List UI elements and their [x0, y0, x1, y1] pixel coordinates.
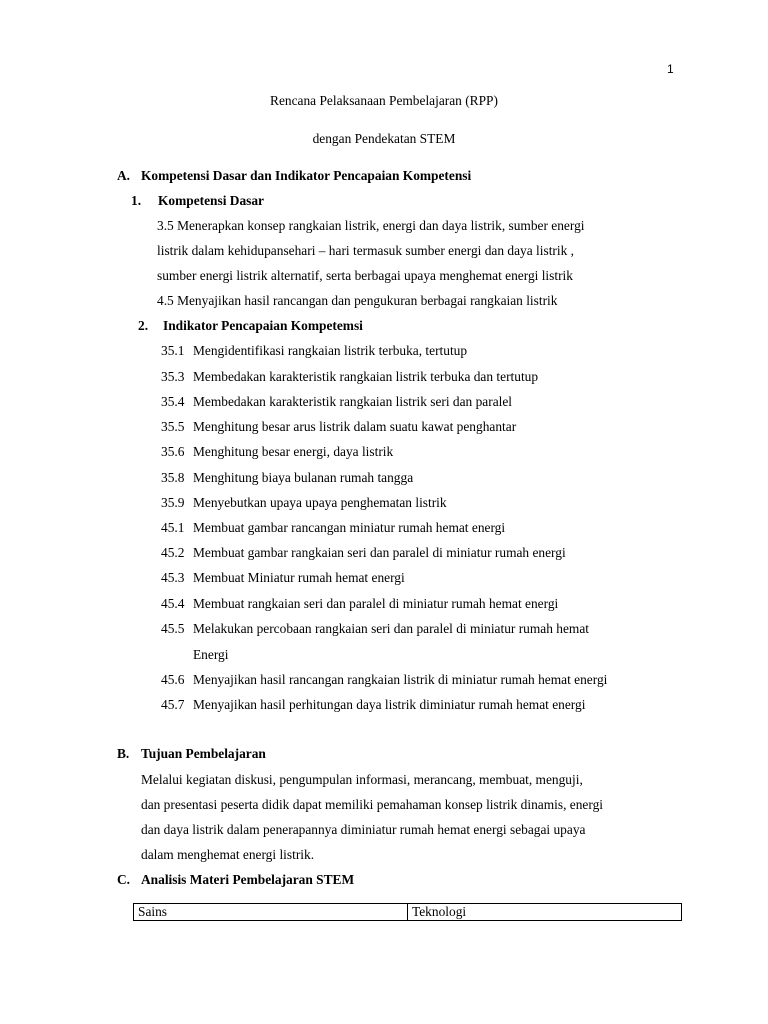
indicator-number: 35.9 — [161, 495, 185, 510]
kd-line: 4.5 Menyajikan hasil rancangan dan pengukuran berbagai rangkaian listrik — [157, 293, 558, 308]
indicator-text: Membuat gambar rangkaian seri dan paralel di miniatur rumah energi — [193, 545, 566, 560]
indicator-number: 45.7 — [161, 697, 185, 712]
section-b-label: B. — [117, 746, 130, 761]
indicator-text: Menghitung besar arus listrik dalam suatu kawat penghantar — [193, 419, 517, 434]
indicator-text-continuation: Energi — [193, 647, 229, 662]
indicator-number: 45.2 — [161, 545, 185, 560]
indicator-text: Mengidentifikasi rangkaian listrik terbuka, tertutup — [193, 343, 468, 358]
tujuan-line: dan daya listrik dalam penerapannya diminiatur rumah hemat energi sebagai upaya — [141, 822, 586, 837]
sub1-label: 1. — [131, 193, 142, 208]
kd-line: sumber energi listrik alternatif, serta berbagai upaya menghemat energi listrik — [157, 268, 573, 283]
indicator-text: Membedakan karakteristik rangkaian listrik seri dan paralel — [193, 394, 513, 409]
indicator-text: Membuat Miniatur rumah hemat energi — [193, 570, 405, 585]
indicator-text: Menyebutkan upaya upaya penghematan listrik — [193, 495, 447, 510]
indicator-number: 35.4 — [161, 394, 185, 409]
tujuan-line: Melalui kegiatan diskusi, pengumpulan informasi, merancang, membuat, menguji, — [141, 772, 583, 787]
indicator-text: Menghitung besar energi, daya listrik — [193, 444, 394, 459]
document-title: Rencana Pelaksanaan Pembelajaran (RPP) — [270, 93, 498, 108]
document-subtitle: dengan Pendekatan STEM — [312, 131, 456, 146]
indicator-number: 35.5 — [161, 419, 185, 434]
indicator-number: 35.1 — [161, 343, 185, 358]
table-header-cell: Sains — [134, 904, 408, 921]
section-c-label: C. — [117, 872, 131, 887]
section-c-title: Analisis Materi Pembelajaran STEM — [141, 872, 355, 887]
indicator-number: 45.5 — [161, 621, 185, 636]
indicator-number: 45.4 — [161, 596, 185, 611]
sub2-title: Indikator Pencapaian Kompetemsi — [163, 318, 363, 333]
tujuan-line: dalam menghemat energi listrik. — [141, 847, 315, 862]
tujuan-line: dan presentasi peserta didik dapat memiliki pemahaman konsep listrik dinamis, energi — [141, 797, 603, 812]
stem-analysis-table — [133, 903, 682, 921]
indicator-number: 35.8 — [161, 470, 185, 485]
table-header-cell: Teknologi — [408, 904, 682, 921]
sub1-title: Kompetensi Dasar — [158, 193, 265, 208]
indicator-text: Melakukan percobaan rangkaian seri dan paralel di miniatur rumah hemat — [193, 621, 589, 636]
indicator-text: Membuat rangkaian seri dan paralel di miniatur rumah hemat energi — [193, 596, 559, 611]
section-b-title: Tujuan Pembelajaran — [141, 746, 266, 761]
indicator-text: Membuat gambar rancangan miniatur rumah hemat energi — [193, 520, 506, 535]
indicator-number: 45.1 — [161, 520, 185, 535]
table-header-row — [134, 904, 682, 921]
indicator-number: 45.6 — [161, 672, 185, 687]
section-a-label: A. — [117, 168, 131, 183]
page-number: 1 — [667, 62, 674, 76]
indicator-text: Menyajikan hasil perhitungan daya listrik diminiatur rumah hemat energi — [193, 697, 586, 712]
indicator-number: 35.3 — [161, 369, 185, 384]
indicator-number: 35.6 — [161, 444, 185, 459]
sub2-label: 2. — [138, 318, 149, 333]
kd-line: listrik dalam kehidupansehari – hari termasuk sumber energi dan daya listrik , — [157, 243, 574, 258]
indicator-text: Menghitung biaya bulanan rumah tangga — [193, 470, 414, 485]
indicator-number: 45.3 — [161, 570, 185, 585]
kd-line: 3.5 Menerapkan konsep rangkaian listrik, energi dan daya listrik, sumber energi — [157, 218, 585, 233]
indicator-text: Membedakan karakteristik rangkaian listrik terbuka dan tertutup — [193, 369, 539, 384]
section-a-title: Kompetensi Dasar dan Indikator Pencapaian Kompetensi — [141, 168, 472, 183]
indicator-text: Menyajikan hasil rancangan rangkaian listrik di miniatur rumah hemat energi — [193, 672, 608, 687]
